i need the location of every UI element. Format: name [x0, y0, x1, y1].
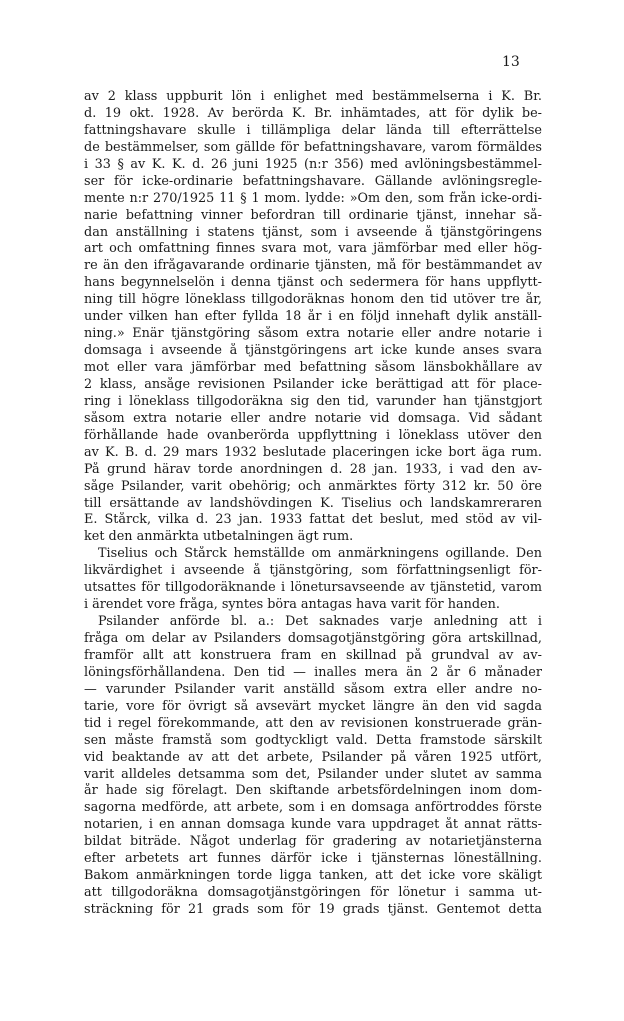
text-line: Tiselius och Stårck hemställde om anmärkningens ogillande. Den: [98, 546, 542, 562]
text-line: ring i löneklass tillgodoräkna sig den tid, varunder han tjänstgjort: [84, 393, 542, 409]
text-line: ning.» Enär tjänstgöring såsom extra notarie eller andre notarie i: [84, 326, 542, 342]
text-line: år hade sig förelagt. Den skiftande arbetsfördelningen inom dom-: [84, 783, 542, 799]
text-line: till ersättande av landshövdingen K. Tiselius och landskamreraren: [84, 495, 542, 511]
text-line: fråga om delar av Psilanders domsagotjänstgöring göra artskillnad,: [84, 631, 542, 646]
body-text: [84, 89, 542, 919]
text-line: hans begynnelselön i denna tjänst och sedermera för hans uppflytt-: [84, 275, 542, 291]
page-number: 13: [502, 54, 520, 70]
text-line: tarie, vore för övrigt så avsevärt mycket längre än den vid sagda: [84, 698, 542, 714]
text-line: varit alldeles detsamma som det, Psilander under slutet av samma: [84, 766, 542, 782]
text-line: ser för icke-ordinarie befattningshavare. Gällande avlöningsregle-: [84, 173, 542, 189]
text-line: 2 klass, ansåge revisionen Psilander icke berättigad att för place-: [84, 376, 542, 392]
text-line: utsattes för tillgodoräknande i lönetursavseende av tjänstetid, varom: [84, 580, 542, 596]
text-line: i ärendet vore fråga, syntes böra antagas hava varit för handen.: [84, 597, 500, 613]
text-line: att tillgodoräkna domsagotjänstgöringen för lönetur i samma ut-: [84, 885, 542, 901]
text-line: narie befattning vinner befordran till ordinarie tjänst, innehar så-: [84, 207, 542, 223]
text-line: tid i regel förekommande, att den av revisionen konstruerade grän-: [84, 715, 542, 731]
text-line: av 2 klass uppburit lön i enlighet med bestämmelserna i K. Br.: [84, 89, 542, 104]
text-line: sagorna medförde, att arbete, som i en domsaga anförtroddes förste: [84, 800, 542, 816]
text-line: notarien, i en annan domsaga kunde vara uppdraget åt annat rätts-: [84, 817, 542, 833]
text-line: dan anställning i statens tjänst, som i avseende å tjänstgöringens: [84, 224, 542, 240]
text-line: d. 19 okt. 1928. Av berörda K. Br. inhämtades, att för dylik be-: [84, 105, 542, 121]
text-line: såsom extra notarie eller andre notarie vid domsaga. Vid sådant: [84, 410, 542, 426]
text-line: likvärdighet i avseende å tjänstgöring, som författningsenligt för-: [84, 563, 542, 579]
text-line: art och omfattning finnes svara mot, vara jämförbar med eller hög-: [84, 241, 542, 257]
text-line: efter arbetets art funnes därför icke i tjänsternas löneställning.: [84, 851, 542, 867]
text-line: — varunder Psilander varit anställd såsom extra eller andre no-: [84, 681, 542, 697]
text-line: ket den anmärkta utbetalningen ägt rum.: [84, 529, 354, 545]
text-line: bildat biträde. Något underlag för gradering av notarietjänsterna: [84, 834, 542, 850]
text-line: Bakom anmärkningen torde ligga tanken, att det icke vore skäligt: [84, 868, 542, 884]
text-line: framför allt att konstruera fram en skillnad på grundval av av-: [84, 647, 542, 663]
text-line: i 33 § av K. K. d. 26 juni 1925 (n:r 356) med avlöningsbestämmel-: [84, 156, 542, 172]
text-line: de bestämmelser, som gällde för befattningshavare, varom förmäldes: [84, 139, 542, 155]
text-line: sträckning för 21 grads som för 19 grads tjänst. Gentemot detta: [84, 902, 542, 917]
text-line: På grund härav torde anordningen d. 28 jan. 1933, i vad den av-: [84, 461, 542, 477]
text-line: av K. B. d. 29 mars 1932 beslutade placeringen icke bort äga rum.: [84, 444, 542, 460]
text-line: domsaga i avseende å tjänstgöringens art icke kunde anses svara: [84, 343, 542, 359]
text-line: sen måste framstå som godtyckligt vald. Detta framstode särskilt: [84, 732, 542, 748]
text-line: under vilken han efter fyllda 18 år i en följd innehaft dylik anställ-: [84, 309, 542, 325]
text-line: vid beaktande av att det arbete, Psilander på våren 1925 utfört,: [84, 749, 542, 765]
text-line: mot eller vara jämförbar med befattning såsom länsbokhållare av: [84, 360, 542, 375]
text-line: Psilander anförde bl. a.: Det saknades varje anledning att i: [98, 614, 542, 630]
text-line: E. Stårck, vilka d. 23 jan. 1933 fattat det beslut, med stöd av vil-: [84, 512, 542, 528]
text-line: såge Psilander, varit obehörig; och anmärktes förty 312 kr. 50 öre: [84, 478, 542, 494]
text-line: fattningshavare skulle i tillämpliga delar lända till efterrättelse: [84, 122, 542, 138]
text-line: löningsförhållandena. Den tid — inalles mera än 2 år 6 månader: [84, 664, 542, 680]
text-line: ning till högre löneklass tillgodoräknas honom den tid utöver tre år,: [84, 292, 542, 308]
text-line: förhållande hade ovanberörda uppflyttning i löneklass utöver den: [84, 427, 542, 443]
text-line: mente n:r 270/1925 11 § 1 mom. lydde: »Om den, som från icke-ordi-: [84, 190, 542, 206]
text-line: re än den ifrågavarande ordinarie tjänsten, må för bestämmandet av: [84, 258, 542, 274]
